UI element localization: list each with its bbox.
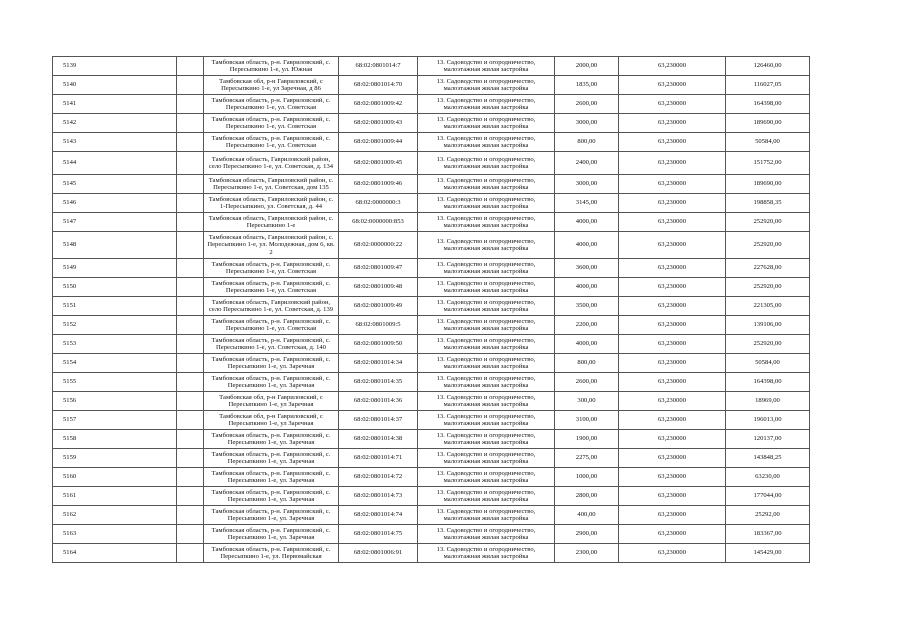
cadastral-value-cell: 145429,00 bbox=[726, 544, 810, 563]
land-use-cell: 13. Садоводство и огородничество, малоэтажная жилая застройка bbox=[418, 544, 555, 563]
empty-cell bbox=[177, 133, 204, 152]
cadastral-value-cell: 151752,00 bbox=[726, 152, 810, 175]
cadastral-number-cell: 68:02:0801014:75 bbox=[339, 525, 418, 544]
row-number-cell: 5143 bbox=[53, 133, 177, 152]
address-cell: Тамбовская область, р-н. Гавриловский, с. Пересыпкино 1-е, ул. Советская bbox=[204, 316, 339, 335]
row-number-cell: 5149 bbox=[53, 259, 177, 278]
land-use-cell: 13. Садоводство и огородничество, малоэтажная жилая застройка bbox=[418, 278, 555, 297]
land-use-cell: 13. Садоводство и огородничество, малоэтажная жилая застройка bbox=[418, 95, 555, 114]
empty-cell bbox=[177, 506, 204, 525]
empty-cell bbox=[177, 114, 204, 133]
cadastral-value-cell: 227628,00 bbox=[726, 259, 810, 278]
rate-cell: 63,230000 bbox=[619, 544, 726, 563]
area-cell: 400,00 bbox=[555, 506, 619, 525]
cadastral-value-cell: 50584,00 bbox=[726, 133, 810, 152]
rate-cell: 63,230000 bbox=[619, 95, 726, 114]
rate-cell: 63,230000 bbox=[619, 213, 726, 232]
row-number-cell: 5139 bbox=[53, 57, 177, 76]
row-number-cell: 5151 bbox=[53, 297, 177, 316]
cadastral-number-cell: 68:02:0801009:50 bbox=[339, 335, 418, 354]
address-cell: Тамбовская область, р-н. Гавриловский, с. Пересыпкино 1-е, ул. Советская bbox=[204, 259, 339, 278]
table-row bbox=[53, 411, 810, 430]
address-cell: Тамбовская область, р-н. Гавриловский, с. Пересыпкино 1-е, ул. Заречная bbox=[204, 468, 339, 487]
table-row bbox=[53, 133, 810, 152]
rate-cell: 63,230000 bbox=[619, 297, 726, 316]
cadastral-value-cell: 252920,00 bbox=[726, 335, 810, 354]
land-use-cell: 13. Садоводство и огородничество, малоэтажная жилая застройка bbox=[418, 133, 555, 152]
land-use-cell: 13. Садоводство и огородничество, малоэтажная жилая застройка bbox=[418, 297, 555, 316]
cadastral-number-cell: 68:02:0801009:46 bbox=[339, 175, 418, 194]
rate-cell: 63,230000 bbox=[619, 194, 726, 213]
table-row bbox=[53, 335, 810, 354]
empty-cell bbox=[177, 232, 204, 259]
empty-cell bbox=[177, 449, 204, 468]
row-number-cell: 5150 bbox=[53, 278, 177, 297]
address-cell: Тамбовская область, р-н. Гавриловский, с. Пересыпкино 1-е, ул. Советская bbox=[204, 133, 339, 152]
cadastral-value-cell: 25292,00 bbox=[726, 506, 810, 525]
rate-cell: 63,230000 bbox=[619, 449, 726, 468]
land-use-cell: 13. Садоводство и огородничество, малоэтажная жилая застройка bbox=[418, 392, 555, 411]
cadastral-value-cell: 252920,00 bbox=[726, 213, 810, 232]
table-row bbox=[53, 468, 810, 487]
land-use-cell: 13. Садоводство и огородничество, малоэтажная жилая застройка bbox=[418, 354, 555, 373]
empty-cell bbox=[177, 95, 204, 114]
row-number-cell: 5158 bbox=[53, 430, 177, 449]
empty-cell bbox=[177, 316, 204, 335]
cadastral-value-cell: 50584,00 bbox=[726, 354, 810, 373]
table-row bbox=[53, 506, 810, 525]
cadastral-value-cell: 189690,00 bbox=[726, 175, 810, 194]
cadastral-number-cell: 68:02:0801014:34 bbox=[339, 354, 418, 373]
rate-cell: 63,230000 bbox=[619, 430, 726, 449]
row-number-cell: 5144 bbox=[53, 152, 177, 175]
empty-cell bbox=[177, 57, 204, 76]
address-cell: Тамбовская область, р-н. Гавриловский, с. Пересыпкино 1-е, ул. Южная bbox=[204, 57, 339, 76]
land-use-cell: 13. Садоводство и огородничество, малоэтажная жилая застройка bbox=[418, 114, 555, 133]
address-cell: Тамбовская обл, р-н Гавриловский, с Пересыпкино 1-е, ул Заречная, д 86 bbox=[204, 76, 339, 95]
row-number-cell: 5154 bbox=[53, 354, 177, 373]
table-row bbox=[53, 114, 810, 133]
table-row bbox=[53, 213, 810, 232]
land-use-cell: 13. Садоводство и огородничество, малоэтажная жилая застройка bbox=[418, 373, 555, 392]
table-row bbox=[53, 392, 810, 411]
area-cell: 2900,00 bbox=[555, 525, 619, 544]
cadastral-number-cell: 68:02:0801014:74 bbox=[339, 506, 418, 525]
address-cell: Тамбовская область, р-н. Гавриловский, с. Пересыпкино 1-е, ул. Советская bbox=[204, 95, 339, 114]
cadastral-number-cell: 68:02:0000000:22 bbox=[339, 232, 418, 259]
table-row bbox=[53, 525, 810, 544]
table-row bbox=[53, 544, 810, 563]
address-cell: Тамбовская область, р-н. Гавриловский, с. Пересыпкино 1-е, ул. Советская, д. 140 bbox=[204, 335, 339, 354]
empty-cell bbox=[177, 411, 204, 430]
cadastral-value-cell: 164398,00 bbox=[726, 373, 810, 392]
table-row bbox=[53, 57, 810, 76]
rate-cell: 63,230000 bbox=[619, 76, 726, 95]
area-cell: 2200,00 bbox=[555, 316, 619, 335]
area-cell: 800,00 bbox=[555, 133, 619, 152]
address-cell: Тамбовская область, р-н. Гавриловский, с. Пересыпкино 1-е, ул. Заречная bbox=[204, 487, 339, 506]
land-use-cell: 13. Садоводство и огородничество, малоэтажная жилая застройка bbox=[418, 411, 555, 430]
row-number-cell: 5141 bbox=[53, 95, 177, 114]
row-number-cell: 5155 bbox=[53, 373, 177, 392]
rate-cell: 63,230000 bbox=[619, 354, 726, 373]
table-row bbox=[53, 232, 810, 259]
cadastral-number-cell: 68:02:0801014:36 bbox=[339, 392, 418, 411]
address-cell: Тамбовская область, р-н. Гавриловский, с. Пересыпкино 1-е, ул. Заречная bbox=[204, 506, 339, 525]
address-cell: Тамбовская область, р-н. Гавриловский, с. Пересыпкино 1-е, ул. Заречная bbox=[204, 430, 339, 449]
cadastral-number-cell: 68:02:0801014:70 bbox=[339, 76, 418, 95]
empty-cell bbox=[177, 430, 204, 449]
row-number-cell: 5162 bbox=[53, 506, 177, 525]
address-cell: Тамбовская обл, р-н Гавриловский, с Пересыпкино 1-е, ул Заречная bbox=[204, 392, 339, 411]
area-cell: 3000,00 bbox=[555, 114, 619, 133]
area-cell: 3600,00 bbox=[555, 259, 619, 278]
land-use-cell: 13. Садоводство и огородничество, малоэтажная жилая застройка bbox=[418, 506, 555, 525]
area-cell: 4000,00 bbox=[555, 335, 619, 354]
land-use-cell: 13. Садоводство и огородничество, малоэтажная жилая застройка bbox=[418, 76, 555, 95]
cadastral-value-cell: 177044,00 bbox=[726, 487, 810, 506]
table-row bbox=[53, 430, 810, 449]
cadastral-number-cell: 68:02:0801014:35 bbox=[339, 373, 418, 392]
cadastral-number-cell: 68:02:0801009:42 bbox=[339, 95, 418, 114]
cadastral-number-cell: 68:02:0801014:71 bbox=[339, 449, 418, 468]
empty-cell bbox=[177, 525, 204, 544]
address-cell: Тамбовская область, Гавриловский район, село Пересыпкино 1-е, ул. Советская, д. 134 bbox=[204, 152, 339, 175]
cadastral-value-cell: 221305,00 bbox=[726, 297, 810, 316]
cadastral-number-cell: 68:02:0801014:37 bbox=[339, 411, 418, 430]
cadastral-value-cell: 183367,00 bbox=[726, 525, 810, 544]
cadastral-number-cell: 68:02:0801006:91 bbox=[339, 544, 418, 563]
land-use-cell: 13. Садоводство и огородничество, малоэтажная жилая застройка bbox=[418, 316, 555, 335]
cadastral-value-cell: 139106,00 bbox=[726, 316, 810, 335]
empty-cell bbox=[177, 175, 204, 194]
address-cell: Тамбовская область, Гавриловский район, с. 1-Пересыпкино, ул. Советская, д. 44 bbox=[204, 194, 339, 213]
area-cell: 3500,00 bbox=[555, 297, 619, 316]
area-cell: 1900,00 bbox=[555, 430, 619, 449]
row-number-cell: 5146 bbox=[53, 194, 177, 213]
empty-cell bbox=[177, 335, 204, 354]
rate-cell: 63,230000 bbox=[619, 525, 726, 544]
rate-cell: 63,230000 bbox=[619, 487, 726, 506]
area-cell: 3000,00 bbox=[555, 175, 619, 194]
cadastral-value-cell: 18969,00 bbox=[726, 392, 810, 411]
land-use-cell: 13. Садоводство и огородничество, малоэтажная жилая застройка bbox=[418, 468, 555, 487]
cadastral-number-cell: 68:02:0801009:48 bbox=[339, 278, 418, 297]
land-use-cell: 13. Садоводство и огородничество, малоэтажная жилая застройка bbox=[418, 335, 555, 354]
cadastral-value-cell: 198858,35 bbox=[726, 194, 810, 213]
rate-cell: 63,230000 bbox=[619, 152, 726, 175]
area-cell: 2400,00 bbox=[555, 152, 619, 175]
cadastral-number-cell: 68:02:0801009:47 bbox=[339, 259, 418, 278]
row-number-cell: 5153 bbox=[53, 335, 177, 354]
cadastral-value-cell: 252920,00 bbox=[726, 278, 810, 297]
cadastral-number-cell: 68:02:0801014:73 bbox=[339, 487, 418, 506]
cadastral-value-cell: 63230,00 bbox=[726, 468, 810, 487]
land-use-cell: 13. Садоводство и огородничество, малоэтажная жилая застройка bbox=[418, 525, 555, 544]
table-row bbox=[53, 449, 810, 468]
address-cell: Тамбовская область, р-н. Гавриловский, с. Пересыпкино 1-е, ул. Первомайская bbox=[204, 544, 339, 563]
cadastral-value-table bbox=[52, 56, 810, 563]
empty-cell bbox=[177, 354, 204, 373]
row-number-cell: 5161 bbox=[53, 487, 177, 506]
empty-cell bbox=[177, 468, 204, 487]
rate-cell: 63,230000 bbox=[619, 392, 726, 411]
table-row bbox=[53, 194, 810, 213]
row-number-cell: 5152 bbox=[53, 316, 177, 335]
row-number-cell: 5163 bbox=[53, 525, 177, 544]
address-cell: Тамбовская область, р-н. Гавриловский, с. Пересыпкино 1-е, ул. Советская bbox=[204, 114, 339, 133]
rate-cell: 63,230000 bbox=[619, 133, 726, 152]
address-cell: Тамбовская область, р-н. Гавриловский, с. Пересыпкино 1-е, ул. Заречная bbox=[204, 373, 339, 392]
empty-cell bbox=[177, 487, 204, 506]
table-row bbox=[53, 373, 810, 392]
row-number-cell: 5140 bbox=[53, 76, 177, 95]
land-use-cell: 13. Садоводство и огородничество, малоэтажная жилая застройка bbox=[418, 194, 555, 213]
area-cell: 2275,00 bbox=[555, 449, 619, 468]
address-cell: Тамбовская область, Гавриловский район, с. Пересыпкино 1-е bbox=[204, 213, 339, 232]
cadastral-number-cell: 68:02:0801009:5 bbox=[339, 316, 418, 335]
land-use-cell: 13. Садоводство и огородничество, малоэтажная жилая застройка bbox=[418, 57, 555, 76]
empty-cell bbox=[177, 213, 204, 232]
cadastral-value-cell: 196013,00 bbox=[726, 411, 810, 430]
empty-cell bbox=[177, 297, 204, 316]
rate-cell: 63,230000 bbox=[619, 316, 726, 335]
land-use-cell: 13. Садоводство и огородничество, малоэтажная жилая застройка bbox=[418, 232, 555, 259]
area-cell: 2600,00 bbox=[555, 95, 619, 114]
table-row bbox=[53, 152, 810, 175]
area-cell: 4000,00 bbox=[555, 213, 619, 232]
cadastral-value-cell: 164398,00 bbox=[726, 95, 810, 114]
row-number-cell: 5147 bbox=[53, 213, 177, 232]
cadastral-number-cell: 68:02:0801009:44 bbox=[339, 133, 418, 152]
area-cell: 1000,00 bbox=[555, 468, 619, 487]
rate-cell: 63,230000 bbox=[619, 335, 726, 354]
table-row bbox=[53, 95, 810, 114]
area-cell: 800,00 bbox=[555, 354, 619, 373]
empty-cell bbox=[177, 544, 204, 563]
cadastral-number-cell: 68:02:0801009:43 bbox=[339, 114, 418, 133]
area-cell: 300,00 bbox=[555, 392, 619, 411]
row-number-cell: 5160 bbox=[53, 468, 177, 487]
cadastral-number-cell: 68:02:0801014:72 bbox=[339, 468, 418, 487]
cadastral-number-cell: 68:02:0801014:7 bbox=[339, 57, 418, 76]
area-cell: 3145,00 bbox=[555, 194, 619, 213]
rate-cell: 63,230000 bbox=[619, 411, 726, 430]
rate-cell: 63,230000 bbox=[619, 232, 726, 259]
row-number-cell: 5142 bbox=[53, 114, 177, 133]
rate-cell: 63,230000 bbox=[619, 278, 726, 297]
address-cell: Тамбовская область, р-н. Гавриловский, с. Пересыпкино 1-е, ул. Заречная bbox=[204, 525, 339, 544]
row-number-cell: 5157 bbox=[53, 411, 177, 430]
rate-cell: 63,230000 bbox=[619, 468, 726, 487]
row-number-cell: 5148 bbox=[53, 232, 177, 259]
land-use-cell: 13. Садоводство и огородничество, малоэтажная жилая застройка bbox=[418, 487, 555, 506]
land-use-cell: 13. Садоводство и огородничество, малоэтажная жилая застройка bbox=[418, 430, 555, 449]
land-use-cell: 13. Садоводство и огородничество, малоэтажная жилая застройка bbox=[418, 152, 555, 175]
address-cell: Тамбовская область, Гавриловский район, с. Пересыпкино 1-е, ул. Молодежная, дом 6, кв. 2 bbox=[204, 232, 339, 259]
cadastral-number-cell: 68:02:0801009:45 bbox=[339, 152, 418, 175]
cadastral-value-cell: 189690,00 bbox=[726, 114, 810, 133]
rate-cell: 63,230000 bbox=[619, 259, 726, 278]
cadastral-value-cell: 252920,00 bbox=[726, 232, 810, 259]
rate-cell: 63,230000 bbox=[619, 506, 726, 525]
table-row bbox=[53, 278, 810, 297]
rate-cell: 63,230000 bbox=[619, 57, 726, 76]
table-row bbox=[53, 487, 810, 506]
table-row bbox=[53, 259, 810, 278]
empty-cell bbox=[177, 278, 204, 297]
row-number-cell: 5145 bbox=[53, 175, 177, 194]
land-use-cell: 13. Садоводство и огородничество, малоэтажная жилая застройка bbox=[418, 175, 555, 194]
cadastral-value-cell: 120137,00 bbox=[726, 430, 810, 449]
empty-cell bbox=[177, 76, 204, 95]
row-number-cell: 5156 bbox=[53, 392, 177, 411]
land-use-cell: 13. Садоводство и огородничество, малоэтажная жилая застройка bbox=[418, 259, 555, 278]
row-number-cell: 5159 bbox=[53, 449, 177, 468]
address-cell: Тамбовская область, р-н. Гавриловский, с. Пересыпкино 1-е, ул. Советская bbox=[204, 278, 339, 297]
area-cell: 4000,00 bbox=[555, 232, 619, 259]
address-cell: Тамбовская область, р-н. Гавриловский, с. Пересыпкино 1-е, ул. Заречная bbox=[204, 354, 339, 373]
rate-cell: 63,230000 bbox=[619, 373, 726, 392]
cadastral-number-cell: 68:02:0000000:3 bbox=[339, 194, 418, 213]
empty-cell bbox=[177, 259, 204, 278]
table-body bbox=[53, 57, 810, 563]
area-cell: 4000,00 bbox=[555, 278, 619, 297]
cadastral-value-cell: 143848,25 bbox=[726, 449, 810, 468]
area-cell: 2000,00 bbox=[555, 57, 619, 76]
document-page bbox=[52, 56, 810, 563]
cadastral-value-cell: 116027,05 bbox=[726, 76, 810, 95]
rate-cell: 63,230000 bbox=[619, 114, 726, 133]
address-cell: Тамбовская область, Гавриловский район, с. Пересыпкино 1-е, ул. Советская, дом 135 bbox=[204, 175, 339, 194]
area-cell: 1835,00 bbox=[555, 76, 619, 95]
empty-cell bbox=[177, 194, 204, 213]
land-use-cell: 13. Садоводство и огородничество, малоэтажная жилая застройка bbox=[418, 449, 555, 468]
cadastral-number-cell: 68:02:0801009:49 bbox=[339, 297, 418, 316]
address-cell: Тамбовская область, Гавриловский район, село Пересыпкино 1-е, ул. Советская, д. 139 bbox=[204, 297, 339, 316]
cadastral-value-cell: 126460,00 bbox=[726, 57, 810, 76]
area-cell: 2600,00 bbox=[555, 373, 619, 392]
row-number-cell: 5164 bbox=[53, 544, 177, 563]
land-use-cell: 13. Садоводство и огородничество, малоэтажная жилая застройка bbox=[418, 213, 555, 232]
empty-cell bbox=[177, 152, 204, 175]
cadastral-number-cell: 68:02:0000000:853 bbox=[339, 213, 418, 232]
area-cell: 2300,00 bbox=[555, 544, 619, 563]
table-row bbox=[53, 297, 810, 316]
rate-cell: 63,230000 bbox=[619, 175, 726, 194]
empty-cell bbox=[177, 373, 204, 392]
table-row bbox=[53, 76, 810, 95]
address-cell: Тамбовская обл, р-н Гавриловский, с Пересыпкино 1-е, ул Заречная bbox=[204, 411, 339, 430]
area-cell: 3100,00 bbox=[555, 411, 619, 430]
table-row bbox=[53, 316, 810, 335]
empty-cell bbox=[177, 392, 204, 411]
area-cell: 2800,00 bbox=[555, 487, 619, 506]
table-row bbox=[53, 175, 810, 194]
address-cell: Тамбовская область, р-н. Гавриловский, с. Пересыпкино 1-е, ул. Заречная bbox=[204, 449, 339, 468]
table-row bbox=[53, 354, 810, 373]
cadastral-number-cell: 68:02:0801014:38 bbox=[339, 430, 418, 449]
